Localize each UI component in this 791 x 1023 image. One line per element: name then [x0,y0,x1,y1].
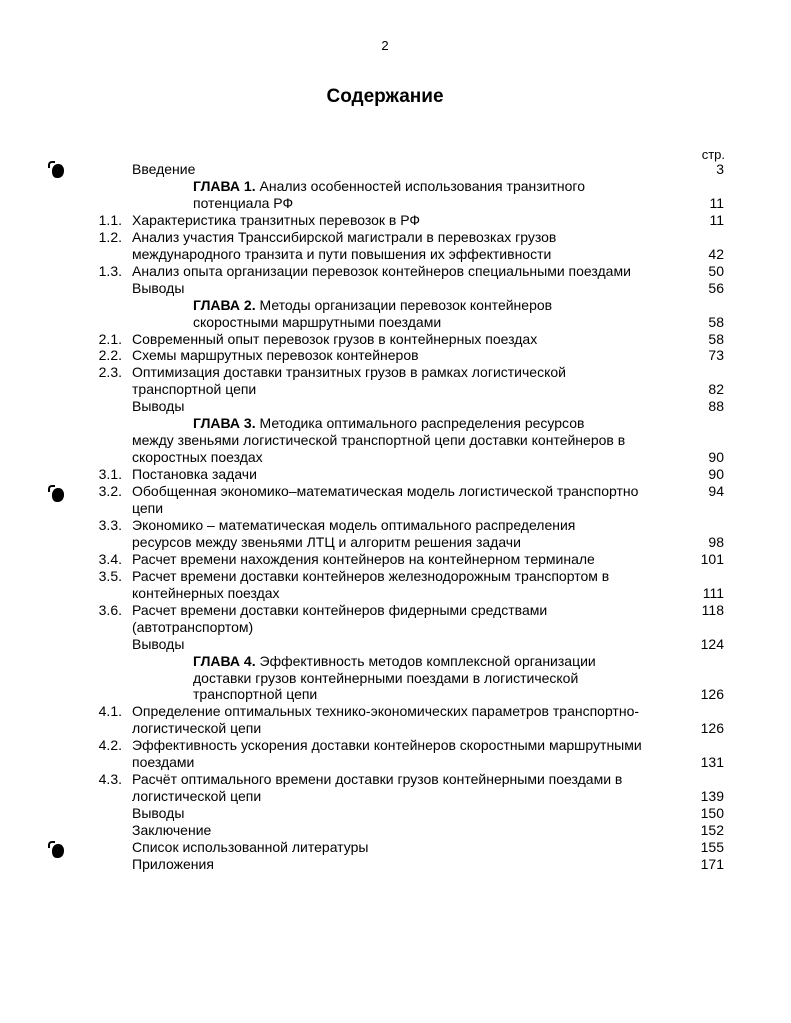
page-number: 2 [381,38,389,53]
toc-row [0,551,791,568]
toc-entry-text: Заключение [132,822,212,839]
toc-page-number: 90 [708,466,724,483]
toc-row [0,788,791,805]
toc-section-number: 3.6. [98,601,122,618]
toc-row [0,839,791,856]
toc-entry-text: Схемы маршрутных перевозок контейнеров [132,347,419,364]
toc-entry-text [193,297,552,314]
toc-entry-text: контейнерных поездах [132,584,280,601]
toc-row [0,161,791,178]
toc-page-number: 131 [700,754,724,771]
toc-entry-text: скоростных поездах [132,449,263,466]
toc-row [0,856,791,873]
toc-row [0,178,791,195]
toc-page-number: 155 [700,839,724,855]
chapter-label: ГЛАВА 2. [193,296,256,313]
toc-section-number: 2.3. [98,364,122,381]
toc-section-number: 3.3. [98,516,122,533]
toc-entry-text: Анализ участия Транссибирской магистрали в перевозках грузов [132,228,557,245]
toc-section-number: 3.4. [98,550,122,567]
toc-entry-text: Список использованной литературы [132,839,369,855]
toc-section-number: 3.5. [98,567,122,584]
toc-entry-text: ресурсов между звеньями ЛТЦ и алгоритм решения задачи [132,533,521,550]
toc-section-number: 3.2. [98,483,122,500]
toc-row [0,805,791,822]
toc-section-number: 1.3. [98,262,122,279]
toc-page-number: 152 [700,822,724,839]
toc-entry-text [193,653,596,670]
toc-row [0,534,791,551]
toc-row [0,449,791,466]
toc-row [0,619,791,636]
toc-page-number: 171 [700,855,724,872]
toc-page-number: 42 [708,245,724,262]
toc-row [0,568,791,585]
toc-entry-text: скоростными маршрутными поездами [193,313,442,330]
toc-entry-text: логистической цепи [132,788,262,805]
toc-entry-text: Выводы [132,805,185,822]
page-column-header: стр. [701,147,725,162]
toc-entry-text: Расчёт оптимального времени доставки грузов контейнерными поездами в [132,771,623,788]
toc-row [0,822,791,839]
toc-row [0,263,791,280]
toc-row [0,212,791,229]
toc-page-number: 111 [702,584,724,601]
toc-entry-text: доставки грузов контейнерными поездами в логистической [193,669,579,686]
toc-section-number: 4.3. [98,771,122,788]
toc-entry-text: (автотранспортом) [132,618,254,635]
toc-row [0,381,791,398]
toc-entry-text: между звеньями логистической транспортной цепи доставки контейнеров в [132,432,626,449]
toc-row [0,653,791,670]
toc-page-number: 139 [700,788,724,805]
toc-row [0,195,791,212]
toc-row [0,602,791,619]
toc-page-number: 101 [700,550,724,567]
toc-page-number: 11 [709,194,724,211]
toc-page-number: 126 [700,720,724,737]
toc-entry-text: Выводы [132,635,185,652]
toc-entry-text: Расчет времени доставки контейнеров фидерными средствами [132,601,548,618]
toc-page-number: 73 [708,347,724,364]
toc-page-number: 58 [708,330,724,347]
toc-page-number: 126 [700,686,724,703]
toc-entry-text: логистической цепи [132,720,262,737]
toc-row [0,500,791,517]
toc-entry-text: транспортной цепи [193,686,318,703]
toc-entry-text: Современный опыт перевозок грузов в контейнерных поездах [132,330,538,347]
chapter-label: ГЛАВА 4. [193,652,256,669]
toc-section-number: 2.1. [98,330,122,347]
toc-row [0,331,791,348]
toc-page-number: 3 [716,161,724,177]
chapter-title: Анализ особенностей использования транзитного [259,177,585,194]
toc-row [0,466,791,483]
toc-entry-text: Расчет времени доставки контейнеров железнодорожным транспортом в [132,567,610,584]
toc-page-number: 56 [708,279,724,296]
toc-row [0,415,791,432]
toc-row [0,771,791,788]
toc-page-number: 58 [708,313,724,330]
toc-entry-text: Выводы [132,398,185,415]
toc-row [0,585,791,602]
toc-section-number: 4.2. [98,737,122,754]
toc-entry-text: транспортной цепи [132,381,257,398]
toc-row [0,517,791,534]
chapter-label: ГЛАВА 3. [193,415,256,432]
toc-row [0,483,791,500]
toc-entry-text: поездами [132,754,195,771]
page-title: Содержание [326,86,444,107]
toc-entry-text: Приложения [132,855,214,872]
toc-page-number: 98 [708,533,724,550]
toc-page-number: 124 [700,635,724,652]
toc-page-number: 50 [708,262,724,279]
toc-row [0,636,791,653]
toc-section-number: 2.2. [98,347,122,364]
chapter-title: Методы организации перевозок контейнеров [259,296,553,313]
toc-entry-text: Анализ опыта организации перевозок контейнеров специальными поездами [132,262,631,279]
toc-row [0,364,791,381]
chapter-title: Методика оптимального распределения ресурсов [259,415,585,432]
toc-row [0,229,791,246]
toc-row [0,754,791,771]
toc-row [0,347,791,364]
toc-entry-text: Характеристика транзитных перевозок в РФ [132,211,421,228]
toc-row [0,314,791,331]
toc-section-number: 4.1. [98,703,122,720]
toc-entry-text: цепи [132,500,164,516]
toc-page-number: 11 [709,211,724,228]
toc-entry-text [193,178,585,195]
toc-section-number: 1.2. [98,228,122,245]
toc-section-number: 1.1. [98,211,122,228]
toc-entry-text: Постановка задачи [132,466,257,483]
toc-row [0,297,791,314]
toc-entry-text: Экономико – математическая модель оптимального распределения [132,516,576,533]
toc-entry-text: потенциала РФ [193,194,294,211]
toc-page-number: 88 [708,398,724,415]
toc-entry-text: Определение оптимальных технико-экономических параметров транспортно- [132,703,640,720]
toc-page-number: 118 [701,601,724,618]
toc-page-number: 82 [708,381,724,398]
toc-entry-text: Расчет времени нахождения контейнеров на контейнерном терминале [132,550,595,567]
toc-row [0,720,791,737]
toc-entry-text: Эффективность ускорения доставки контейнеров скоростными маршрутными [132,737,642,754]
toc-page-number: 90 [708,449,724,466]
toc-entry-text: Выводы [132,279,185,296]
toc-entry-text: Оптимизация доставки транзитных грузов в рамках логистической [132,364,566,381]
chapter-title: Эффективность методов комплексной организации [259,652,596,669]
toc-entry-text [193,415,584,432]
toc-row [0,432,791,449]
chapter-label: ГЛАВА 1. [193,177,256,194]
toc-row [0,670,791,687]
toc-row [0,703,791,720]
toc-row [0,686,791,703]
toc-row [0,280,791,297]
toc-page-number: 150 [700,805,724,822]
toc-row [0,398,791,415]
toc-entry-text: международного транзита и пути повышения их эффективности [132,245,552,262]
toc-section-number: 3.1. [98,466,122,483]
toc-entry-text: Обобщенная экономико–математическая модель логистической транспортно [132,483,639,500]
toc-entry-text: Введение [132,161,196,177]
toc-row [0,246,791,263]
toc-page-number: 94 [708,483,724,500]
toc-row [0,737,791,754]
